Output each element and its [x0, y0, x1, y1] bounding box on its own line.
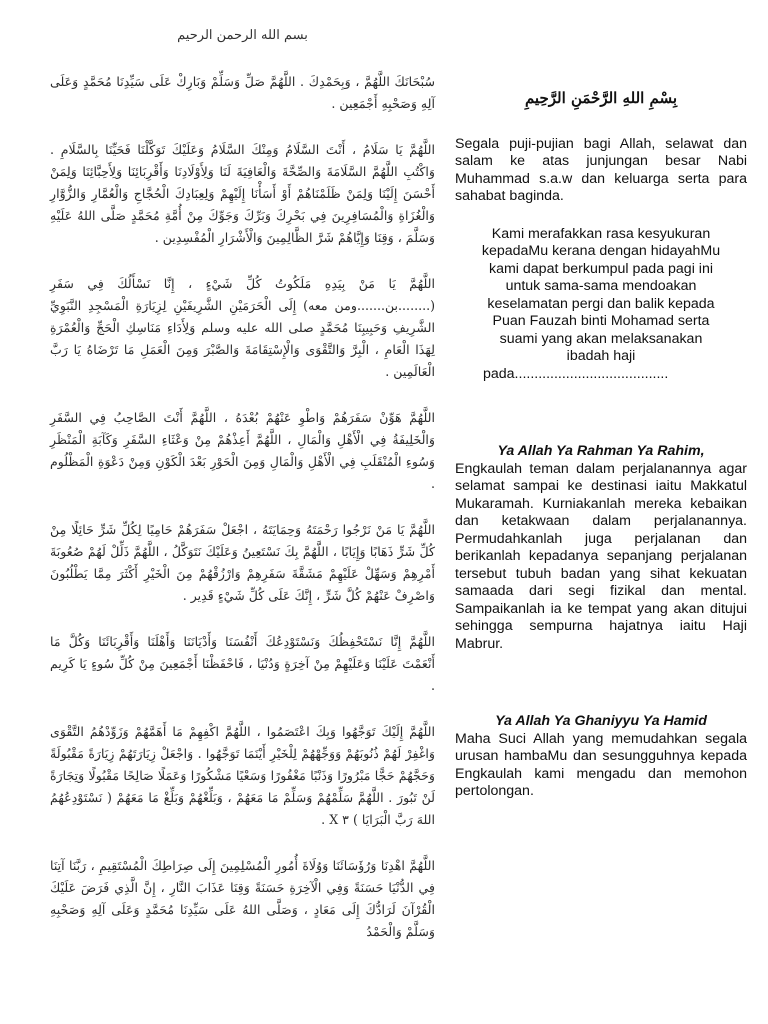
arabic-paragraph: اللَّهُمَّ يَا مَنْ نَرْجُوا رَحْمَتَهُ وَحِمَايَتَهُ ، اجْعَلْ سَفَرَهُمْ حَامِيًا لِكُلِّ شَرٍّ حَائِلًا مِنْ كُلِّ شَرٍّ ذَهَابًا وَإِيَابًا ، اللَّهُمَّ بِكَ نَسْتَعِينُ وَعَلَيْكَ نَتَوَكَّلُ ، اللَّهُمَّ ذَلِّلْ لَهُمْ صُعُوبَةَ أَمْرِهِمْ وَسَهِّلْ عَلَيْهِمْ مَشَقَّةَ سَفَرِهِمْ وَارْزُقْهُمْ مِنَ الْخَيْرِ أَكْثَرَ مِمَّا يَطْلُبُونَ وَاصْرِفْ عَنْهُمْ كُلَّ شَرٍّ ، إِنَّكَ عَلَى كُلِّ شَيْءٍ قَدِير . [50, 522, 435, 603]
arabic-paragraph: اللَّهُمَّ اهْدِنَا وَرُؤَسَائَنَا وَوُلَاةَ أُمُورِ الْمُسْلِمِينَ إِلَى صِرَاطِكَ الْمُسْتَقِيمِ ، رَبَّنَا آتِنَا فِي الدُّنْيَا حَسَنَةً وَفِي الْآخِرَةِ حَسَنَةً وَقِنَا عَذَابَ النَّارِ ، إِنَّ الَّذِي فَرَضَ عَلَيْكَ الْقُرْآنَ لَرَادُّكَ إِلَى مَعَادٍ ، وَصَلَّى اللهُ عَلَى سَيِّدِنَا مُحَمَّدٍ وَعَلَى آلِهِ وَصَحْبِهِ وَسَلَّمْ وَالْحَمْدُ [50, 858, 435, 939]
arabic-bismillah-heading: بسم الله الرحمن الرحيم [177, 28, 308, 43]
section-body-rahman-rahim: Engkaulah teman dalam perjalanannya agar selamat sampai ke destinasi iaitu Makkatul Mukaramah. Kurniakanlah mereka kebaikan dan ketakwaan dalam perjalanannya. Permudahkanlah juga perjalanan dan berikanlah kepadanya sepanjang perjalanan tersebut tubuh badan yang sihat kekuatan samaada dari segi fizikal dan mental. Sampaikanlah ia ke tempat yang akan ditujui sehingga sempurna hajatnya iaitu Haji Mabrur. [455, 460, 747, 652]
gratitude-line: keselamatan pergi dan balik kepada [487, 295, 715, 312]
arabic-prayer-column [50, 24, 435, 1024]
gratitude-line: kepadaMu kerana dengan hidayahMu [481, 243, 721, 259]
arabic-paragraph: اللَّهُمَّ يَا مَنْ بِيَدِهِ مَلَكُوتُ كُلِّ شَيْءٍ ، إِنَّا نَسْأَلُكَ فِي سَفَرِ (........بن.......ومن معه) إِلَى الْحَرَمَيْنِ الشَّرِيفَيْنِ لِزِيَارَةِ الْمَسْجِدِ النَّبَوِيِّ الشَّرِيفِ وَحَبِيبِنَا مُحَمَّدٍ صلى الله عليه وسلم وَلِأَدَاءِ مَنَاسِكِ الْحَجِّ وَالْعُمْرَةِ لِهَذَا الْعَامِ ، الْبِرَّ وَالتَّقْوَى وَالْإِسْتِقَامَةَ وَالصَّبْرَ وَمِنَ الْعَمَلِ مَا تَرْضَاهُ يَا رَبَّ الْعَالَمِين . [50, 276, 435, 379]
gratitude-line: untuk sama-sama mendoakan [505, 278, 697, 294]
gratitude-line: ibadah haji [566, 348, 636, 364]
intro-paragraph: Segala puji-pujian bagi Allah, selawat dan salam ke atas junjungan besar Nabi Muhammad s.a.w dan keluarga serta para sahabat baginda. [455, 135, 747, 204]
arabic-paragraph: اللَّهُمَّ إِلَيْكَ تَوَجَّهُوا وَبِكَ اعْتَصَمُوا ، اللَّهُمَّ اكْفِهِمْ مَا أَهَمَّهُمْ وَزَوِّدْهُمُ التَّقْوَى وَاغْفِرْ لَهُمْ ذُنُوبَهُمْ وَوَجِّهْهُمْ لِلْخَيْرِ أَيْنَمَا تَوَجَّهُوا . وَاجْعَلْ زِيَارَتَهُمْ زِيَارَةً مَقْبُولَةً وَحَجَّهُمْ حَجًّا مَبْرُورًا وَذَنْبًا مَغْفُورًا وَسَعْيًا مَشْكُورًا وَعَمَلًا صَالِحًا مَقْبُولًا وَتِجَارَةً لَنْ تَبُورَ . اللَّهُمَّ سَلِّمْهُمْ وَسَلِّمْ مَا مَعَهُمْ ، وَبَلِّغْهُمْ وَبَلِّغْ مَا مَعَهُمْ ( نَسْتَوْدِعُهُمُ اللهَ رَبَّ الْبَرَايَا ) ٣ X . [50, 724, 435, 827]
malay-text-column [455, 90, 747, 801]
arabic-paragraph: اللَّهُمَّ إِنَّا نَسْتَحْفِظُكَ وَنَسْتَوْدِعُكَ أَنْفُسَنَا وَأَدْيَانَنَا وَأَهْلَنَا وَأَقْرِبَائَنَا وَكُلَّ مَا أَنْعَمْتَ عَلَيْنَا وَعَلَيْهِمْ مِنْ آخِرَةٍ وَدُنْيَا ، فَاحْفَظْنَا أَجْمَعِينَ مِنْ كُلِّ سُوءٍ يَا كَرِيم . [50, 634, 435, 693]
arabic-paragraph: سُبْحَانَكَ اللَّهُمَّ ، وَبِحَمْدِكَ . اللَّهُمَّ صَلِّ وَسَلِّمْ وَبَارِكْ عَلَى سَيِّدِنَا مُحَمَّدٍ وَعَلَى آلِهِ وَصَحْبِهِ أَجْمَعِين . [50, 74, 435, 111]
gratitude-line: kami dapat berkumpul pada pagi ini [489, 260, 713, 277]
gratitude-line: Puan Fauzah binti Mohamad serta [492, 313, 710, 329]
bismillah-calligraphy: بِسْمِ اللهِ الرَّحْمَنِ الرَّحِيمِ [524, 89, 678, 107]
gratitude-line: Kami merafakkan rasa kesyukuran [491, 225, 711, 242]
section-title-ghaniyyu-hamid: Ya Allah Ya Ghaniyyu Ya Hamid [495, 713, 707, 729]
gratitude-line: suami yang akan melaksanakan [499, 330, 703, 347]
arabic-paragraph: اللَّهُمَّ هَوِّنْ سَفَرَهُمْ وَاطْوِ عَنْهُمْ بُعْدَهُ ، اللَّهُمَّ أَنْتَ الصَّاحِبُ فِي السَّفَرِ وَالْخَلِيفَةُ فِي الْأَهْلِ وَالْمَالِ ، اللَّهُمَّ أَعِذْهُمْ مِنْ وَعْثَاءِ السَّفَرِ وَكَآبَةِ الْمَنْظَرِ وَسُوءِ الْمُنْقَلَبِ فِي الْأَهْلِ وَالْمَالِ وَمِنَ الْحَوْرِ بَعْدَ الْكَوْنِ وَمِنْ دَعْوَةِ الْمَظْلُوم . [50, 410, 435, 491]
arabic-paragraph: اللَّهُمَّ يَا سَلَامُ ، أَنْتَ السَّلَامُ وَمِنْكَ السَّلَامُ وَعَلَيْكَ تَوَكَّلْنَا فَحَيِّنَا بِالسَّلَامِ . وَاكْتُبِ اللَّهُمَّ السَّلَامَةَ وَالصِّحَّةَ وَالْعَافِيَةَ لَنَا وَلِأَوْلَادِنَا وَأَقْرِبَائِنَا وَلِأَحِبَّائِنَا وَلِمَنْ أَحْسَنَ إِلَيْنَا وَلِمَنْ ظَلَمْنَاهُمْ أَوْ أَسَأْنَا إِلَيْهِمْ وَلِعِبَادِكَ الْحُجَّاجِ وَالْعُمَّارِ وَالزُّوَّارِ وَالْغُزَاةِ وَالْمُسَافِرِينَ فِي بَحْرِكَ وَبَرِّكَ وَجَوِّكَ مِنْ أُمَّةِ مُحَمَّدٍ صَلَّى اللهُ عَلَيْهِ وَسَلَّمَ ، وَقِنَا وَإِيَّاهُمْ شَرَّ الظَّالِمِينَ وَالْأَشْرَارِ الْمُفْسِدِين . [50, 142, 435, 245]
gratitude-paragraph [455, 226, 747, 384]
section-body-ghaniyyu-hamid: Maha Suci Allah yang memudahkan segala urusan hambaMu dan sesungguhnya kepada Engkaulah kami mengadu dan memohon pertolongan. [455, 730, 747, 799]
section-title-rahman-rahim: Ya Allah Ya Rahman Ya Rahim, [497, 443, 705, 459]
date-blank-line: pada....................................... [483, 365, 669, 382]
